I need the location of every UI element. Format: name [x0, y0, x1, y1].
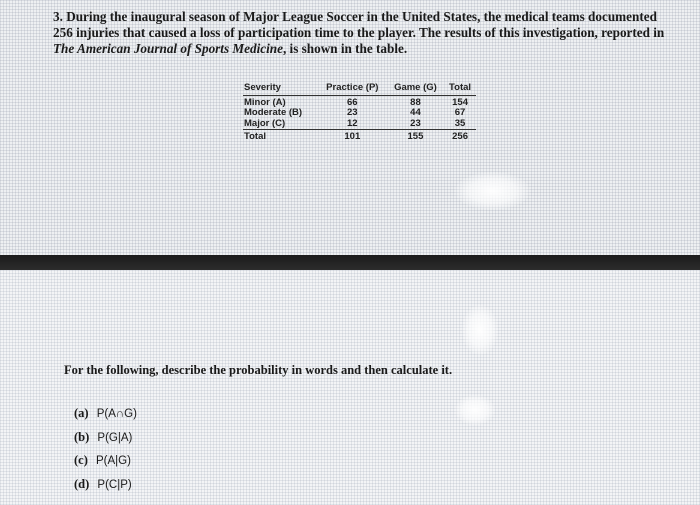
cell-severity: Minor (A) [244, 96, 286, 108]
header-severity: Severity [243, 83, 318, 95]
cell-severity: Moderate (B) [244, 107, 303, 118]
part-expression: P(A∩G) [96, 408, 137, 420]
table-header-row [243, 83, 476, 95]
cell-total-practice: 101 [318, 130, 387, 143]
header-practice: Practice (P) [318, 83, 387, 95]
light-glare [462, 305, 498, 355]
light-glare [455, 172, 530, 210]
part-label: (b) [74, 429, 90, 444]
cell-total: 35 [454, 117, 466, 129]
cell-total: 67 [454, 107, 466, 118]
cell-practice: 12 [347, 117, 358, 129]
cell-total: 154 [452, 96, 468, 108]
part-label: (d) [74, 476, 90, 491]
header-total: Total [444, 83, 476, 95]
problem-number: 3. [53, 9, 63, 24]
question-parts-list [74, 405, 137, 499]
instructions-text: For the following, describe the probability in words and then calculate it. [64, 363, 453, 377]
problem-intro [53, 9, 673, 57]
cell-game: 23 [410, 117, 421, 129]
injury-table [243, 83, 476, 143]
table-row [243, 108, 476, 119]
cell-game: 88 [410, 96, 421, 108]
header-game: Game (G) [387, 83, 444, 95]
cell-total-label: Total [243, 130, 318, 143]
cell-practice: 66 [347, 96, 358, 108]
light-glare [455, 395, 495, 425]
table-total-row [243, 130, 476, 143]
part-expression: P(A|G) [96, 455, 131, 467]
cell-total-game: 155 [387, 130, 444, 143]
intro-text: During the inaugural season of Major League Soccer in the United States, the medical teams documented 256 injuries that caused a loss of participation time to the player. The results of this investigation, reported in [53, 9, 665, 40]
question-part-d [74, 476, 137, 500]
question-part-b [74, 429, 137, 453]
question-part-a [74, 405, 137, 429]
divider-bar [0, 255, 700, 270]
part-expression: P(G|A) [97, 431, 133, 444]
cell-game: 44 [410, 107, 421, 118]
part-label: (a) [74, 406, 89, 420]
part-label: (c) [74, 453, 88, 467]
table-row [243, 119, 476, 130]
part-expression: P(C|P) [97, 478, 132, 491]
intro-tail: , is shown in the table. [282, 41, 408, 56]
cell-severity: Major (C) [244, 117, 286, 129]
journal-name: The American Journal of Sports Medicine [53, 41, 283, 56]
cell-grand-total: 256 [444, 130, 476, 143]
question-part-c [74, 452, 137, 476]
cell-practice: 23 [347, 107, 358, 118]
